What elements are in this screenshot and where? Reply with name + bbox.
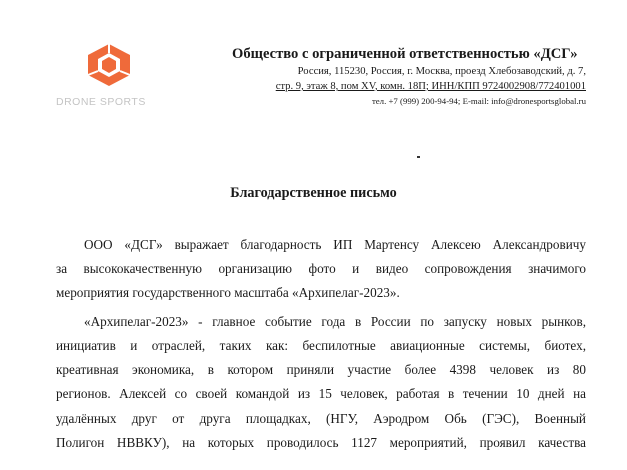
- address-line-1: Россия, 115230, Россия, г. Москва, проезд Хлебозаводский, д. 7,: [297, 66, 586, 77]
- logo-wordmark: DRONE SPORTS: [56, 96, 146, 108]
- organization-name: Общество с ограниченной ответственностью «ДСГ»: [232, 46, 578, 62]
- contacts-line: тел. +7 (999) 200-94-94; E-mail: info@dronesportsglobal.ru: [371, 96, 586, 106]
- body-line: ООО «ДСГ» выражает благодарность ИП Мартенсу Алексею Александровичу: [84, 237, 586, 252]
- body-line: мероприятия государственного масштаба «Архипелаг-2023».: [56, 285, 400, 300]
- body-line: регионов. Алексей со своей командой из 15 человек, работая в течении 10 дней на: [56, 386, 586, 401]
- drone-sports-logo-icon: [86, 44, 132, 86]
- letter-title: Благодарственное письмо: [230, 185, 397, 201]
- body-line: «Архипелаг-2023» - главное событие года в России по запуску новых рынков,: [84, 314, 586, 329]
- body-line: креативная экономика, в котором приняли участие более 4398 человек из 80: [56, 362, 586, 377]
- body-line: удалённых друг от друга площадках, (НГУ, Аэродром Обь (ГЭС), Военный: [56, 411, 586, 426]
- scan-speck: [417, 156, 420, 158]
- address-line-2: стр. 9, этаж 8, пом XV, комн. 18П; ИНН/КПП 9724002908/772401001: [275, 81, 586, 92]
- body-line: инициатив и отраслей, таких как: беспилотные авиационные системы, биотех,: [56, 338, 586, 353]
- body-line: Полигон НВВКУ), на которых проводилось 1127 мероприятий, проявил качества: [56, 435, 586, 450]
- body-line: за высококачественную организацию фото и видео сопровождения значимого: [56, 261, 586, 276]
